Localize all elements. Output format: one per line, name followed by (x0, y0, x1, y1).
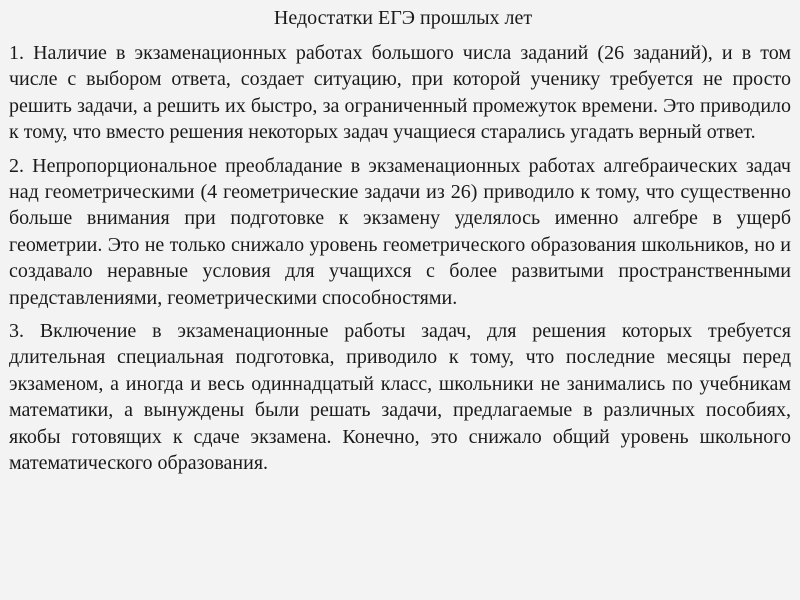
paragraph-3: 3. Включение в экзаменационные работы задач, для решения которых требуется длительная специальная подготовка, приводило к тому, что последние месяцы перед экзаменом, а иногда и весь одиннадцатый класс, школьники не занимались по учебникам математики, а вынуждены были решать задачи, предлагаемые в различных пособиях, якобы готовящих к сдаче экзамена. Конечно, это снижало общий уровень школьного математического образования. (9, 320, 791, 475)
paragraph-1: 1. Наличие в экзаменационных работах большого числа заданий (26 заданий), и в том числе с выбором ответа, создает ситуацию, при которой ученику требуется не просто решить задачи, а решить их быстро, за ограниченный промежуток времени. Это приводило к тому, что вместо решения некоторых задач учащиеся старались угадать верный ответ. (9, 42, 791, 144)
paragraph-2: 2. Непропорциональное преобладание в экзаменационных работах алгебраических задач над геометрическими (4 геометрические задачи из 26) приводило к тому, что существенно больше внимания при подготовке к экзамену уделялось именно алгебре в ущерб геометрии. Это не только снижало уровень геометрического образования школьников, но и создавало неравные условия для учащихся с более развитыми пространственными представлениями, геометрическими способностями. (9, 154, 791, 309)
page-title: Недостатки ЕГЭ прошлых лет (273, 7, 533, 29)
